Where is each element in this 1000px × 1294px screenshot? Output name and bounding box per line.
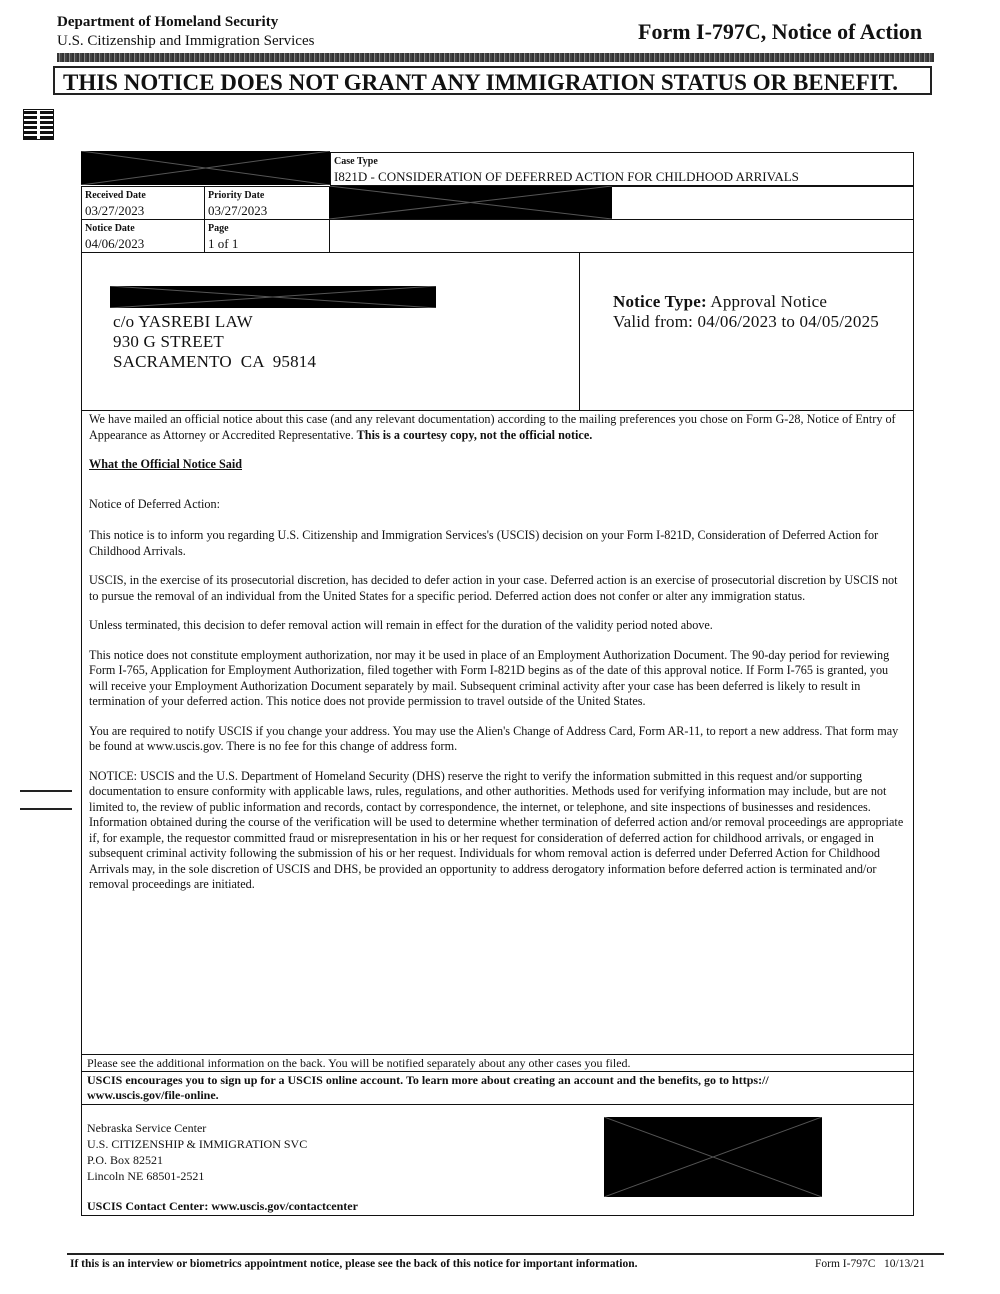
paragraph-4: Unless terminated, this decision to defer removal action will remain in effect for the duration of the validity period noted above. xyxy=(89,618,713,632)
service-center-address xyxy=(87,1120,307,1184)
notice-type-label: Notice Type: xyxy=(613,292,707,311)
contact-center: USCIS Contact Center: www.uscis.gov/contactcenter xyxy=(87,1199,358,1213)
paragraph-5: This notice does not constitute employment authorization, nor may it be used in place of an Employment Authorization Document. The 90-day period for reviewing Form I-765, Application for Employment Authorization, filed together with Form I-821D begins as of the date of this approval notice. If Form I-765 is granted, you will receive your Employment Authorization Document separately by mail. Subsequent criminal activity after your case has been deferred is likely to result in termination of your deferred action. This notice does not provide permission to travel outside of the United States. xyxy=(89,647,890,708)
priority-date-value: 03/27/2023 xyxy=(208,203,268,218)
bottom-note: If this is an interview or biometrics appointment notice, please see the back of this notice for important information. xyxy=(70,1258,638,1270)
redacted-receipt-number xyxy=(81,151,330,185)
received-date-value: 03/27/2023 xyxy=(85,203,145,218)
notice-body xyxy=(89,412,907,907)
empty-cell xyxy=(329,219,914,253)
priority-date-cell xyxy=(204,186,330,220)
priority-date-label: Priority Date xyxy=(208,190,265,201)
page-label: Page xyxy=(208,223,229,234)
courtesy-copy-note: This is a courtesy copy, not the official notice. xyxy=(356,427,593,442)
address-line-1: c/o YASREBI LAW xyxy=(113,312,253,331)
validity-period: Valid from: 04/06/2023 to 04/05/2025 xyxy=(613,312,879,331)
paragraph-3: USCIS, in the exercise of its prosecutorial discretion, has decided to defer action in your case. Deferred action is an exercise of prosecutorial discretion by USCIS not to pursue the removal of an individual from the United States for a specific period. Deferred action does not confer or alter any immigration status. xyxy=(89,573,898,603)
online-account-text-2: www.uscis.gov/file-online. xyxy=(87,1088,219,1102)
paragraph-1: Notice of Deferred Action: xyxy=(89,496,220,511)
page-cell xyxy=(204,219,330,253)
intro-text: We have mailed an official notice about this case (and any relevant documentation) according to the mailing preferences you chose on Form G-28, Notice of Entry of Appearance as Attorney or Accredited Representative. xyxy=(89,412,896,442)
service-center-line-4: Lincoln NE 68501-2521 xyxy=(87,1169,205,1183)
case-type-value: I821D - CONSIDERATION OF DEFERRED ACTION FOR CHILDHOOD ARRIVALS xyxy=(334,169,799,184)
received-date-label: Received Date xyxy=(85,190,146,201)
service-center-line-3: P.O. Box 82521 xyxy=(87,1153,164,1167)
status-banner: THIS NOTICE DOES NOT GRANT ANY IMMIGRATION STATUS OR BENEFIT. xyxy=(53,66,932,95)
header-divider xyxy=(57,53,934,62)
notice-date-label: Notice Date xyxy=(85,223,135,234)
intro-paragraph xyxy=(89,412,907,443)
redacted-barcode xyxy=(604,1117,822,1197)
page-value: 1 of 1 xyxy=(208,236,239,251)
service-center-name: Nebraska Service Center xyxy=(87,1121,207,1135)
margin-tick-mark xyxy=(20,808,72,810)
paragraph-7: NOTICE: USCIS and the U.S. Department of Homeland Security (DHS) reserve the right to verify the information submitted in this request and/or supporting documentation to ensure conformity with applicable laws, rules, regulations, and other authorities. Methods used for verifying information may include, but are not limited to, the review of public information and records, contact by correspondence, the internet, or telephone, and site inspections of businesses and residences. Information obtained during the course of the verification will be used to determine whether termination of deferred action and/or removal proceedings are appropriate if, for example, the requestor committed fraud or misrepresentation in his or her request for consideration of deferred action for childhood arrivals, or engaged in subsequent criminal activity following the submission of his or her request. Individuals for whom removal action is deferred under Deferred Action for Childhood Arrivals may, in the sole discretion of USCIS and DHS, be provided an opportunity to address derogatory information before deferred action is terminated and/or removal proceedings are initiated. xyxy=(89,768,904,891)
section-heading: What the Official Notice Said xyxy=(89,457,243,471)
online-account-row xyxy=(81,1071,914,1105)
redacted-recipient-name xyxy=(110,286,436,308)
address-line-2: 930 G STREET xyxy=(113,332,225,351)
service-center-line-2: U.S. CITIZENSHIP & IMMIGRATION SVC xyxy=(87,1137,308,1151)
address-line-3: SACRAMENTO CA 95814 xyxy=(113,352,317,371)
bottom-rule xyxy=(67,1253,944,1255)
case-type-label: Case Type xyxy=(334,156,378,167)
notice-date-value: 04/06/2023 xyxy=(85,236,145,251)
additional-info-text: Please see the additional information on the back. You will be notified separately about any other cases you filed. xyxy=(87,1056,631,1070)
additional-info-row xyxy=(81,1054,914,1072)
notice-date-cell xyxy=(81,219,205,253)
notice-type-value: Approval Notice xyxy=(710,292,828,311)
paragraph-2: This notice is to inform you regarding U.S. Citizenship and Immigration Services's (USCIS) decision on your Form I-821D, Consideration of Deferred Action for Childhood Arrivals. xyxy=(89,528,879,558)
form-version: Form I-797C 10/13/21 xyxy=(815,1258,925,1270)
form-title: Form I-797C, Notice of Action xyxy=(638,19,923,44)
agency-name: Department of Homeland Security xyxy=(57,14,279,30)
redacted-beneficiary xyxy=(329,186,612,219)
notice-type xyxy=(613,292,827,312)
barcode-icon xyxy=(24,110,53,139)
paragraph-6: You are required to notify USCIS if you change your address. You may use the Alien's Change of Address Card, Form AR-11, to report a new address. That form may be found at www.uscis.gov. There is no fee for this change of address form. xyxy=(89,723,899,753)
case-type-cell xyxy=(330,152,914,186)
online-account-text-1: USCIS encourages you to sign up for a USCIS online account. To learn more about creating an account and the benefits, go to https:// xyxy=(87,1073,769,1087)
received-date-cell xyxy=(81,186,205,220)
sub-agency-name: U.S. Citizenship and Immigration Services xyxy=(57,33,315,49)
margin-tick-mark xyxy=(20,790,72,792)
